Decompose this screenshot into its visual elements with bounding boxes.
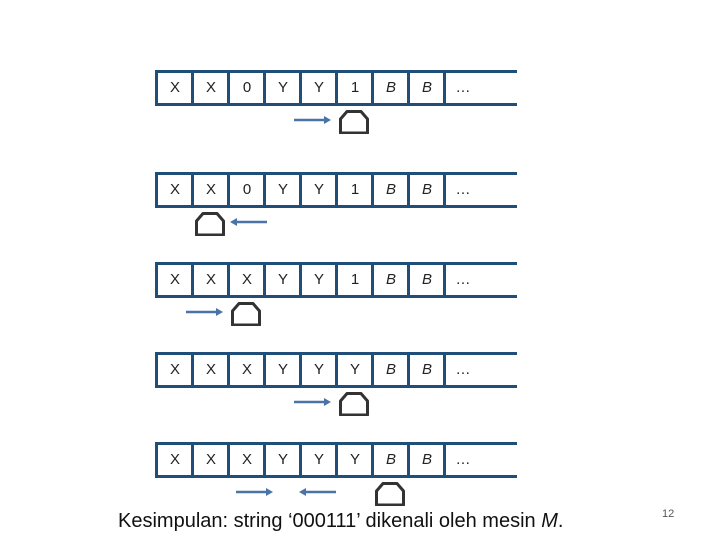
tape-cell: X [205, 361, 216, 378]
tape-cell: Y [277, 361, 288, 378]
tape-cell: Y [277, 181, 288, 198]
tape-cell: X [241, 271, 252, 288]
tape-cell: B [421, 361, 432, 378]
tape-row [155, 262, 517, 298]
tape-row [155, 352, 517, 388]
caption [118, 510, 563, 533]
tape-cell: Y [313, 79, 324, 96]
tape-row [155, 70, 517, 106]
tape-cell: X [205, 79, 216, 96]
tape-cell: Y [313, 181, 324, 198]
tape-cell: Y [277, 451, 288, 468]
tape-cell: X [241, 361, 252, 378]
tape-cell: X [241, 451, 252, 468]
tape-cell: 0 [242, 79, 252, 96]
tape-cell: X [205, 271, 216, 288]
tape-cell: X [169, 451, 180, 468]
move-right-arrow [235, 487, 275, 497]
tape-cell: Y [349, 361, 360, 378]
tape-cell: Y [313, 271, 324, 288]
tape-cell: 1 [350, 271, 360, 288]
tape-cell: X [169, 181, 180, 198]
tape-cell: Y [277, 271, 288, 288]
move-right-arrow [293, 397, 333, 407]
tape-row [155, 442, 517, 478]
tape-cell: B [385, 271, 396, 288]
tape-cell: … [455, 361, 471, 378]
tape-cell: 0 [242, 181, 252, 198]
tape-cell: B [421, 271, 432, 288]
tape-cell: … [455, 451, 471, 468]
move-right-arrow [185, 307, 225, 317]
tape-cell: Y [277, 79, 288, 96]
tape-cell: X [205, 181, 216, 198]
read-write-head [231, 302, 261, 326]
tape-cell: … [455, 181, 471, 198]
tape-cell: B [421, 79, 432, 96]
tape-cell: B [421, 451, 432, 468]
tape-cell: B [421, 181, 432, 198]
move-left-arrow [297, 487, 337, 497]
page-number: 12 [662, 508, 675, 520]
read-write-head [339, 392, 369, 416]
tape-cell: X [169, 271, 180, 288]
caption-machine: M [541, 510, 558, 532]
tape-cell: 1 [350, 79, 360, 96]
tape-cell: Y [313, 451, 324, 468]
move-right-arrow [293, 115, 333, 125]
move-left-arrow [228, 217, 268, 227]
read-write-head [339, 110, 369, 134]
tape-cell: B [385, 181, 396, 198]
tape-cell: 1 [350, 181, 360, 198]
tape-cell: B [385, 79, 396, 96]
tape-row [155, 172, 517, 208]
tape-cell: Y [349, 451, 360, 468]
caption-period: . [557, 510, 564, 532]
tape-cell: … [455, 271, 471, 288]
caption-text: Kesimpulan: string ‘000111’ dikenali oleh mesin [118, 510, 536, 532]
tape-cell: X [205, 451, 216, 468]
tape-cell: B [385, 451, 396, 468]
read-write-head [195, 212, 225, 236]
read-write-head [375, 482, 405, 506]
tape-cell: X [169, 361, 180, 378]
tape-cell: B [385, 361, 396, 378]
tape-cell: Y [313, 361, 324, 378]
tape-cell: … [455, 79, 471, 96]
tape-cell: X [169, 79, 180, 96]
